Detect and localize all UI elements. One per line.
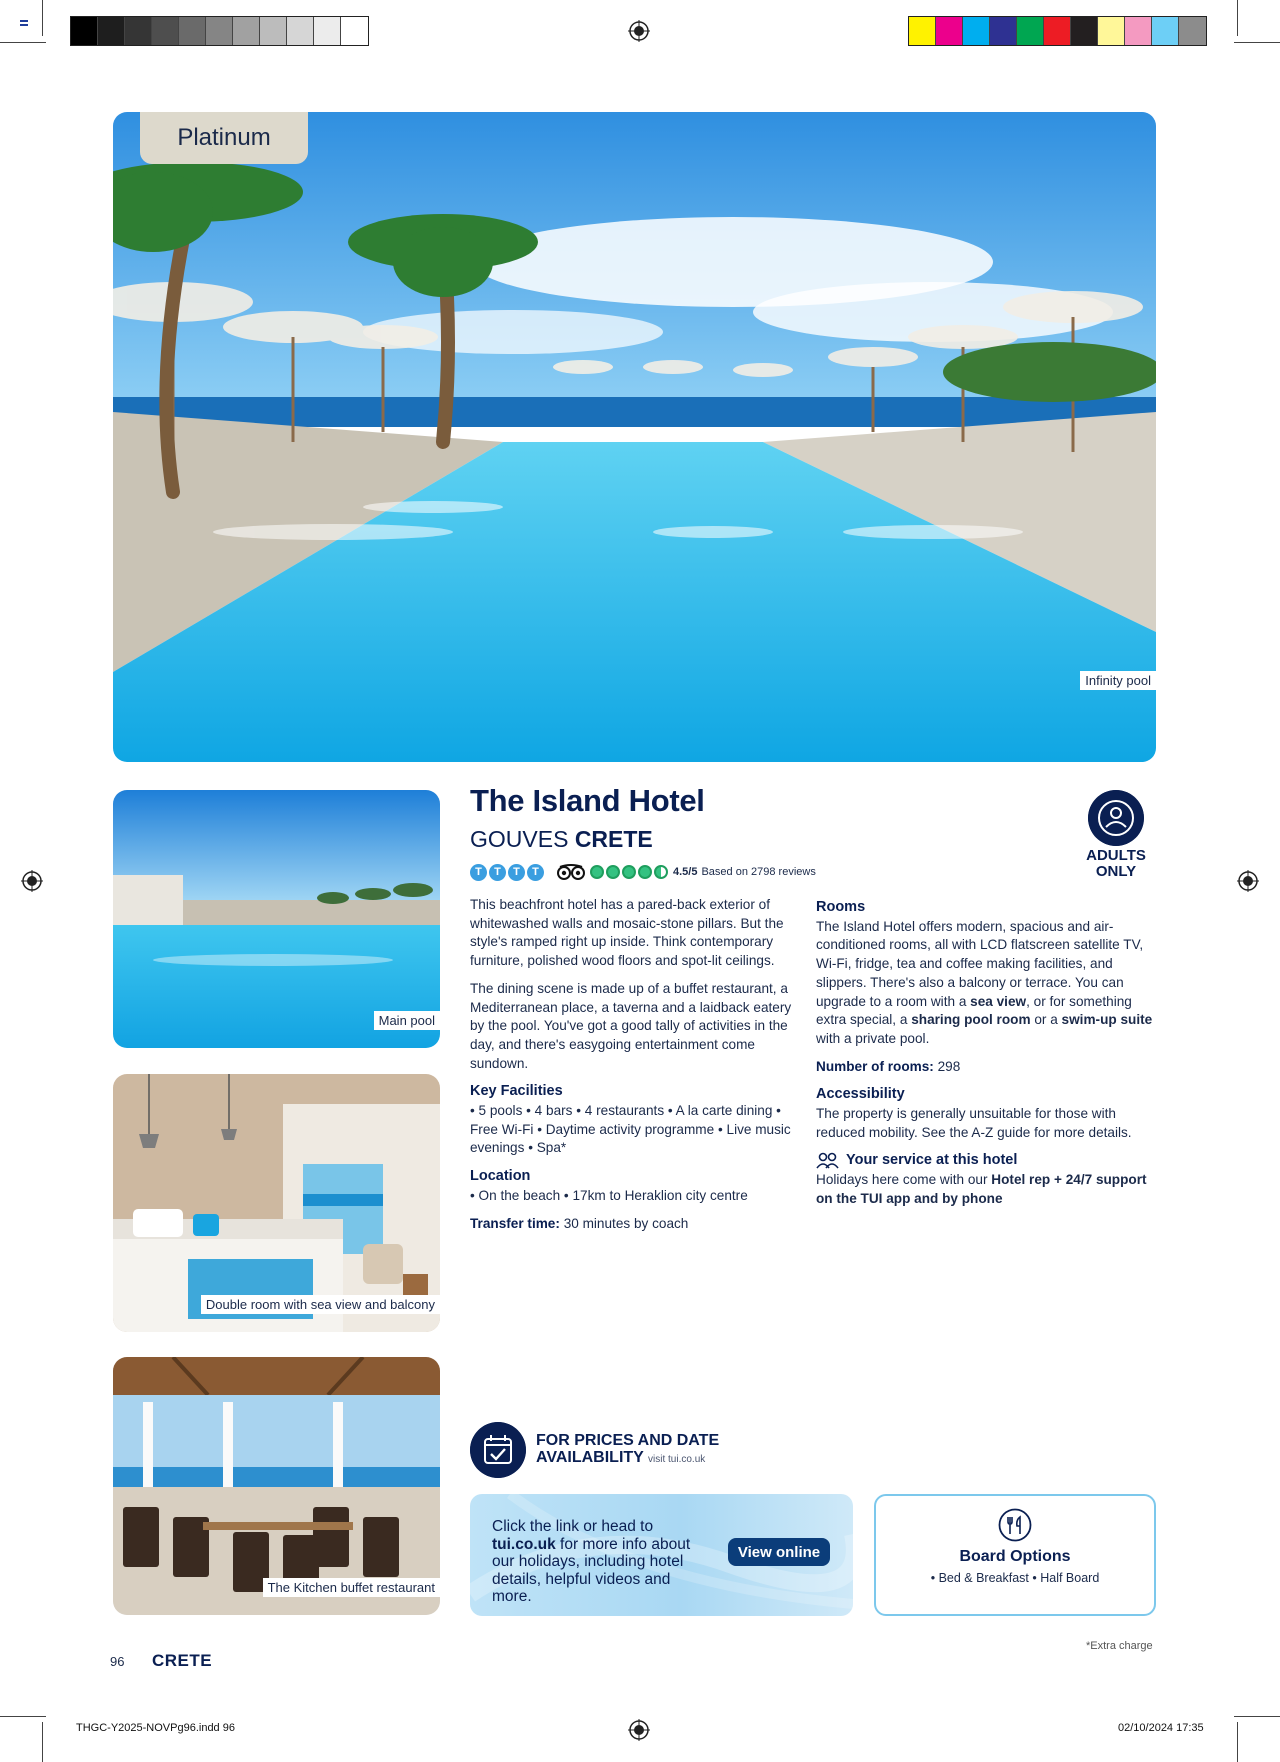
tui-rating-icon: T xyxy=(527,864,544,881)
number-of-rooms-label: Number of rooms: xyxy=(816,1058,934,1074)
rooms-highlight: sharing pool room xyxy=(911,1012,1031,1028)
tripadvisor-bubble xyxy=(606,865,620,879)
color-swatch xyxy=(1017,17,1044,45)
rooms-heading: Rooms xyxy=(816,899,866,915)
color-swatch xyxy=(936,17,963,45)
photo-double-room xyxy=(113,1074,440,1332)
double-room-illustration xyxy=(113,1074,440,1332)
location-heading: Location xyxy=(470,1168,531,1185)
color-swatch xyxy=(1071,17,1098,45)
rooms-paragraph xyxy=(816,918,1156,1049)
adults-only-label: ADULTS ONLY xyxy=(1086,847,1146,880)
location-text: • On the beach • 17km to Heraklion city centre xyxy=(470,1187,748,1203)
service-heading-text: Your service at this hotel xyxy=(846,1152,1018,1169)
transfer-label: Transfer time: xyxy=(470,1215,560,1231)
registration-mark-icon xyxy=(628,20,650,42)
prices-heading-line2 xyxy=(536,1449,719,1468)
color-swatch xyxy=(909,17,936,45)
tui-rating-icon: T xyxy=(489,864,506,881)
photo-restaurant xyxy=(113,1357,440,1615)
color-swatch xyxy=(990,17,1017,45)
color-swatch xyxy=(963,17,990,45)
registration-mark-icon xyxy=(628,1719,650,1741)
number-of-rooms xyxy=(816,1058,1156,1077)
crop-mark xyxy=(1234,42,1280,43)
board-options-title: Board Options xyxy=(959,1548,1071,1565)
tripadvisor-bubble-half xyxy=(654,865,668,879)
accessibility-heading: Accessibility xyxy=(816,1086,905,1103)
tripadvisor-bubble xyxy=(638,865,652,879)
rooms-highlight: swim-up suite xyxy=(1061,1012,1153,1028)
page-number: 96 xyxy=(110,1654,125,1669)
online-info-panel xyxy=(470,1494,853,1616)
rooms-text: , or for something extra special, a xyxy=(816,993,1132,1028)
color-swatch xyxy=(179,17,206,45)
accessibility-text: The property is generally unsuitable for those with reduced mobility. See the A-Z guide for more details. xyxy=(816,1106,1132,1140)
resort-name: GOUVES xyxy=(470,826,569,852)
color-swatch xyxy=(1125,17,1152,45)
color-swatch-bar xyxy=(908,16,1207,46)
board-options-panel xyxy=(874,1494,1156,1616)
crop-mark xyxy=(0,1716,46,1717)
intro-paragraph: This beachfront hotel has a pared-back exterior of whitewashed walls and mosaic-stone pillars. But the style's ramped right up inside. Think contemporary furniture, polished wood floors and spot-lit ceilings. xyxy=(470,897,784,969)
hotel-location xyxy=(470,826,653,853)
restaurant-illustration xyxy=(113,1357,440,1615)
visit-link[interactable]: visit tui.co.uk xyxy=(648,1454,706,1465)
tui-rating-icon: T xyxy=(470,864,487,881)
service-intro: Holidays here come with our xyxy=(816,1172,988,1188)
online-info-text xyxy=(492,1518,712,1606)
crop-mark xyxy=(42,0,43,36)
tripadvisor-bubble xyxy=(622,865,636,879)
color-swatch xyxy=(1179,17,1206,45)
color-swatch xyxy=(71,17,98,45)
registration-mark-icon xyxy=(21,870,43,892)
transfer-time xyxy=(470,1215,800,1234)
page-section-title: CRETE xyxy=(152,1651,213,1670)
availability-word: AVAILABILITY xyxy=(536,1449,644,1466)
view-online-button[interactable]: View online xyxy=(728,1538,830,1566)
description-left-column xyxy=(470,896,800,1242)
print-date: 02/10/2024 17:35 xyxy=(1118,1722,1204,1734)
grayscale-swatch-bar xyxy=(70,16,369,46)
color-swatch xyxy=(341,17,368,45)
crop-mark xyxy=(0,42,46,43)
online-text-after: for more info about our holidays, including hotel details, helpful videos and more. xyxy=(492,1535,691,1605)
color-swatch xyxy=(98,17,125,45)
online-text-before: Click the link or head to xyxy=(492,1518,654,1535)
print-file-slug: THGC-Y2025-NOVPg96.indd 96 xyxy=(76,1722,235,1734)
description-right-column xyxy=(816,896,1156,1218)
prices-heading-line1: FOR PRICES AND DATE xyxy=(536,1432,720,1449)
cutlery-icon xyxy=(998,1508,1032,1542)
color-swatch xyxy=(1098,17,1125,45)
ratings-row xyxy=(470,863,816,881)
hero-photo-infinity-pool xyxy=(113,112,1156,762)
color-swatch xyxy=(260,17,287,45)
tripadvisor-owl-icon xyxy=(556,864,586,880)
color-swatch xyxy=(233,17,260,45)
adults-only-icon xyxy=(1088,790,1144,846)
number-of-rooms-value: 298 xyxy=(937,1058,961,1074)
service-text xyxy=(816,1171,1156,1208)
review-count: Based on 2798 reviews xyxy=(701,866,816,878)
extra-charge-note: *Extra charge xyxy=(1086,1640,1153,1652)
photo-caption-main-pool: Main pool xyxy=(374,1011,440,1030)
color-swatch xyxy=(314,17,341,45)
rooms-text: The Island Hotel offers modern, spacious and air-conditioned rooms, all with LCD flatscreen satellite TV, Wi-Fi, fridge, tea and coffee making facilities, and slippers. There's also a balcony or terrace. You can upgrade to a room with a xyxy=(816,918,1144,1009)
crop-mark xyxy=(42,1722,43,1762)
service-heading xyxy=(816,1151,1156,1170)
rooms-text: or a xyxy=(1034,1012,1058,1028)
tripadvisor-bubble xyxy=(590,865,604,879)
photo-caption-double-room: Double room with sea view and balcony xyxy=(201,1295,440,1314)
region-name: CRETE xyxy=(574,826,653,852)
rating-score: 4.5/5 xyxy=(673,866,698,878)
registration-mark-icon xyxy=(1237,870,1259,892)
service-people-icon xyxy=(816,1152,840,1170)
photo-caption-restaurant: The Kitchen buffet restaurant xyxy=(263,1578,440,1597)
key-facilities-list: • 5 pools • 4 bars • 4 restaurants • A la carte dining • Free Wi-Fi • Daytime activity programme • Live music evenings • Spa* xyxy=(470,1103,791,1156)
hotel-name: The Island Hotel xyxy=(470,783,705,818)
rooms-text: with a private pool. xyxy=(816,1030,930,1046)
color-swatch xyxy=(1044,17,1071,45)
color-swatch xyxy=(287,17,314,45)
board-options-list: • Bed & Breakfast • Half Board xyxy=(930,1571,1100,1585)
color-swatch xyxy=(152,17,179,45)
infinity-pool-illustration xyxy=(113,112,1156,762)
color-swatch xyxy=(1152,17,1179,45)
color-swatch xyxy=(206,17,233,45)
platinum-badge: Platinum xyxy=(140,112,308,164)
transfer-value: 30 minutes by coach xyxy=(563,1215,689,1231)
flag-mark xyxy=(20,20,28,26)
crop-mark xyxy=(1234,1716,1280,1717)
tui-rating-icon: T xyxy=(508,864,525,881)
hero-photo-caption: Infinity pool xyxy=(1080,671,1156,690)
color-swatch xyxy=(125,17,152,45)
tui-website-link[interactable]: tui.co.uk xyxy=(492,1535,556,1553)
calendar-check-icon xyxy=(470,1422,526,1478)
crop-mark xyxy=(1237,0,1238,36)
prices-heading xyxy=(536,1432,719,1468)
photo-main-pool xyxy=(113,790,440,1048)
service-highlight: Hotel rep + 24/7 support on the TUI app and by phone xyxy=(816,1172,1147,1206)
rooms-highlight: sea view xyxy=(970,993,1027,1009)
crop-mark xyxy=(1237,1722,1238,1762)
main-pool-illustration xyxy=(113,790,440,1048)
key-facilities-heading: Key Facilities xyxy=(470,1083,563,1100)
dining-paragraph: The dining scene is made up of a buffet restaurant, a Mediterranean place, a taverna and a laidback eatery by the pool. You've got a good tally of activities in the day, and there's easygoing entertainment come sundown. xyxy=(470,980,792,1071)
